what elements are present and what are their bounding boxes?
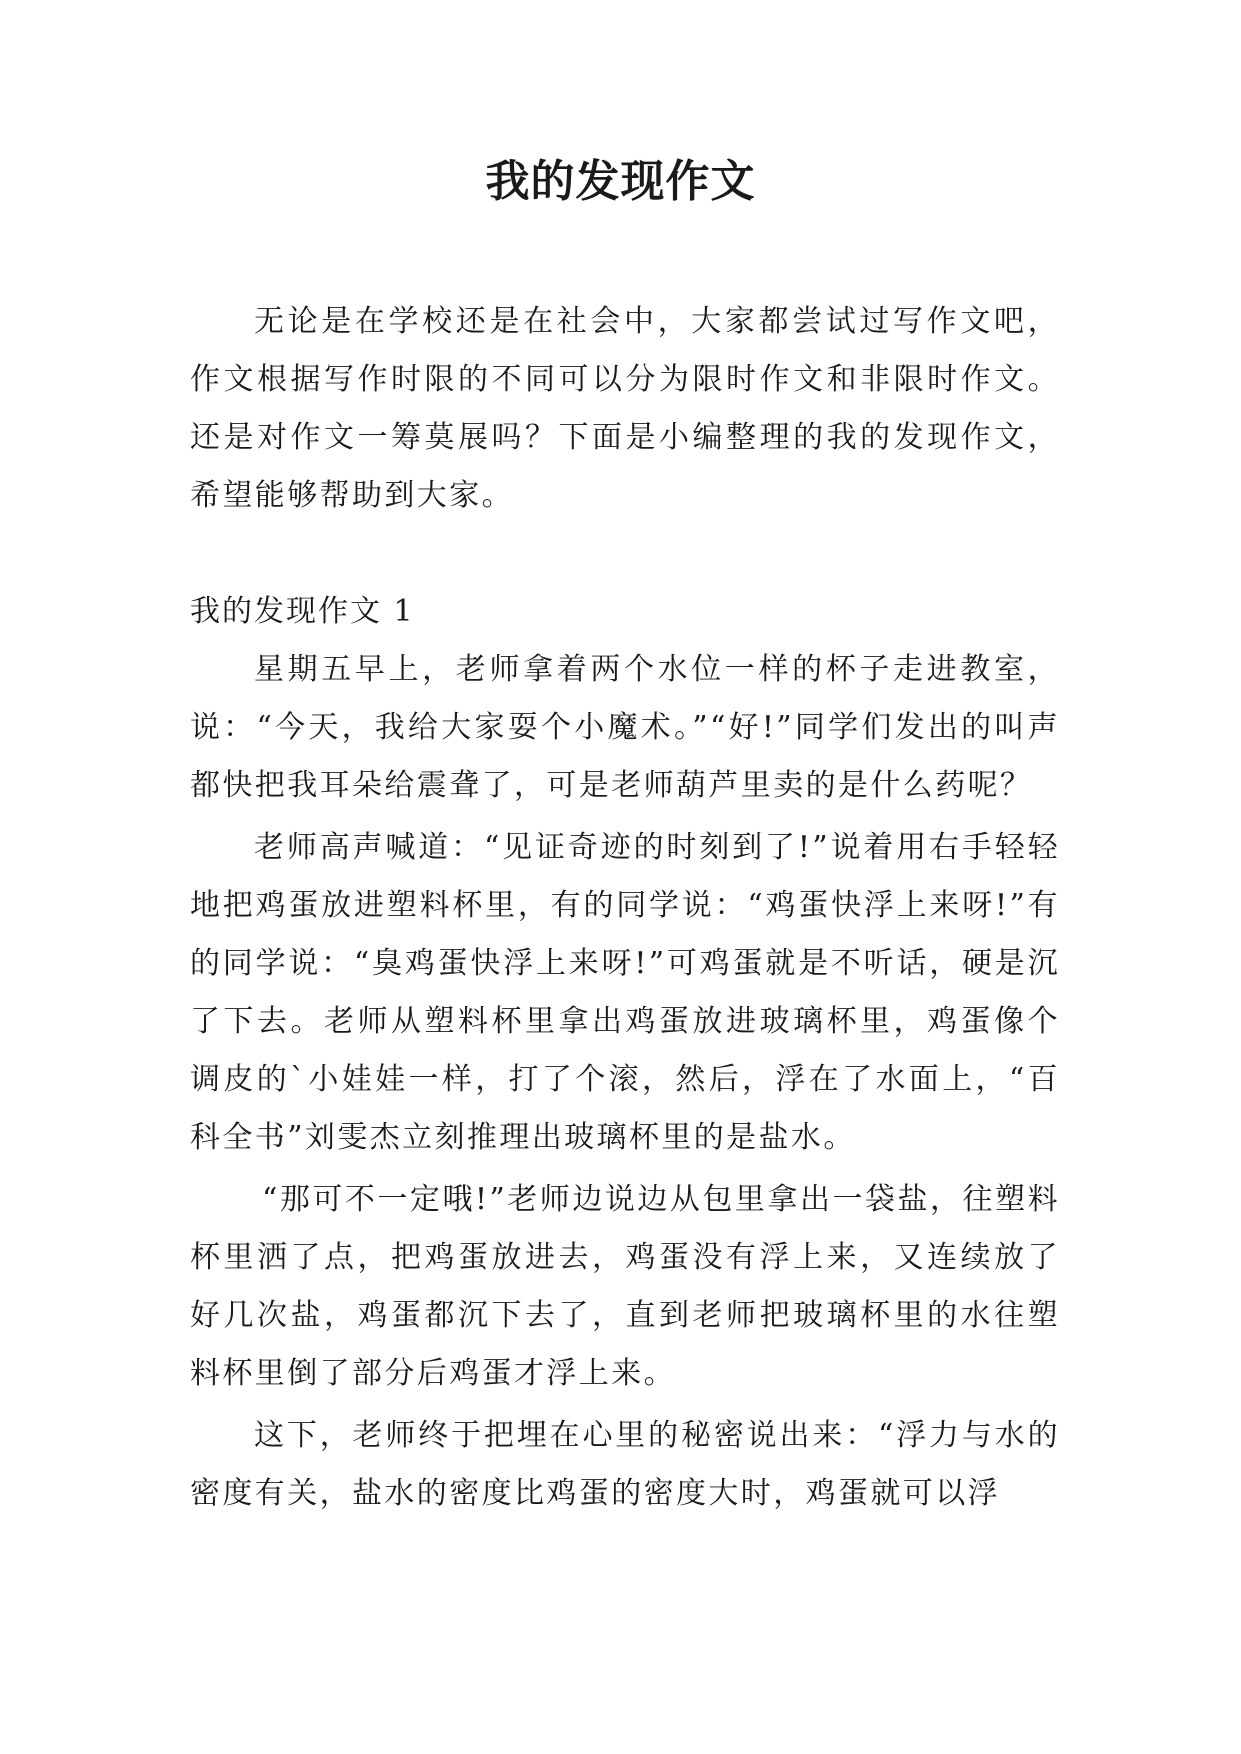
paragraph-2: 老师高声喊道：“见证奇迹的时刻到了!”说着用右手轻轻地把鸡蛋放进塑料杯里，有的同学说：“鸡蛋快浮上来呀!”有的同学说：“臭鸡蛋快浮上来呀!”可鸡蛋就是不听话，硬是沉了下去。老师从塑料杯里拿出鸡蛋放进玻璃杯里，鸡蛋像个调皮的`小娃娃一样，打了个滚，然后，浮在了水面上，“百科全书”刘雯杰立刻推理出玻璃杯里的是盐水。: [190, 830, 1060, 1155]
document-title: 我的发现作文: [485, 156, 756, 207]
paragraph-4: 这下，老师终于把埋在心里的秘密说出来：“浮力与水的密度有关，盐水的密度比鸡蛋的密度大时，鸡蛋就可以浮: [190, 1418, 1060, 1511]
paragraph-3: “那可不一定哦!”老师边说边从包里拿出一袋盐，往塑料杯里洒了点，把鸡蛋放进去，鸡蛋没有浮上来，又连续放了好几次盐，鸡蛋都沉下去了，直到老师把玻璃杯里的水往塑料杯里倒了部分后鸡蛋才浮上来。: [190, 1182, 1060, 1391]
essay-section: [190, 583, 1060, 1527]
section-heading: 我的发现作文 1: [190, 594, 415, 629]
intro-paragraph: 无论是在学校还是在社会中，大家都尝试过写作文吧，作文根据写作时限的不同可以分为限时作文和非限时作文。还是对作文一筹莫展吗？下面是小编整理的我的发现作文，希望能够帮助到大家。: [190, 304, 1060, 513]
paragraph-1: 星期五早上，老师拿着两个水位一样的杯子走进教室，说：“今天，我给大家耍个小魔术。”“好!”同学们发出的叫声都快把我耳朵给震聋了，可是老师葫芦里卖的是什么药呢？: [190, 652, 1060, 803]
